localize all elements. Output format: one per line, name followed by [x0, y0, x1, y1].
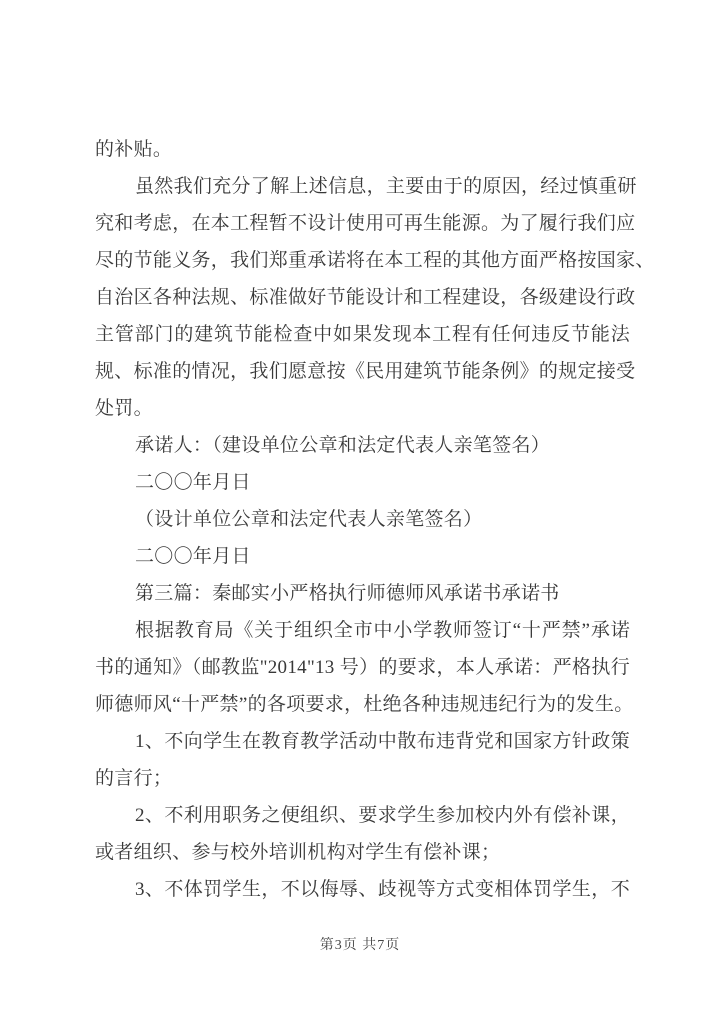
text-line: 究和考虑，在本工程暂不设计使用可再生能源。为了履行我们应 — [95, 213, 636, 234]
text-line: 主管部门的建筑节能检查中如果发现本工程有任何违反节能法 — [95, 324, 630, 345]
text-line: 二〇〇年月日 — [135, 546, 251, 567]
text-line: 自治区各种法规、标准做好节能设计和工程建设，各级建设行政 — [95, 287, 636, 308]
text-line: 1、不向学生在教育教学活动中散布违背党和国家方针政策 — [135, 731, 630, 752]
text-line: 的言行； — [95, 768, 173, 789]
page-footer: 第3页 共7页 — [319, 938, 401, 953]
text-line: 尽的节能义务，我们郑重承诺将在本工程的其他方面严格按国家、 — [95, 250, 655, 271]
text-line: 3、不体罚学生，不以侮辱、歧视等方式变相体罚学生，不 — [135, 879, 630, 900]
text-line: 二〇〇年月日 — [135, 472, 251, 493]
text-line: 虽然我们充分了解上述信息，主要由于的原因，经过慎重研 — [135, 176, 637, 197]
text-line: 或者组织、参与校外培训机构对学生有偿补课； — [95, 842, 501, 863]
text-line: 师德师风“十严禁”的各项要求，杜绝各种违规违纪行为的发生。 — [95, 694, 634, 715]
text-line: 规、标准的情况，我们愿意按《民用建筑节能条例》的规定接受 — [95, 361, 636, 382]
text-line: 处罚。 — [95, 398, 153, 419]
document-body — [95, 131, 655, 908]
text-line: 书的通知》（邮教监"2014"13 号）的要求，本人承诺：严格执行 — [95, 657, 630, 678]
text-line: 2、不利用职务之便组织、要求学生参加校内外有偿补课， — [135, 805, 630, 826]
text-line: 第三篇：秦邮实小严格执行师德师风承诺书承诺书 — [135, 583, 560, 604]
text-line: 的补贴。 — [95, 139, 173, 160]
text-line: 根据教育局《关于组织全市中小学教师签订“十严禁”承诺 — [135, 620, 630, 641]
text-line: 承诺人：（建设单位公章和法定代表人亲笔签名） — [135, 435, 551, 456]
text-line: （设计单位公章和法定代表人亲笔签名） — [135, 509, 483, 530]
